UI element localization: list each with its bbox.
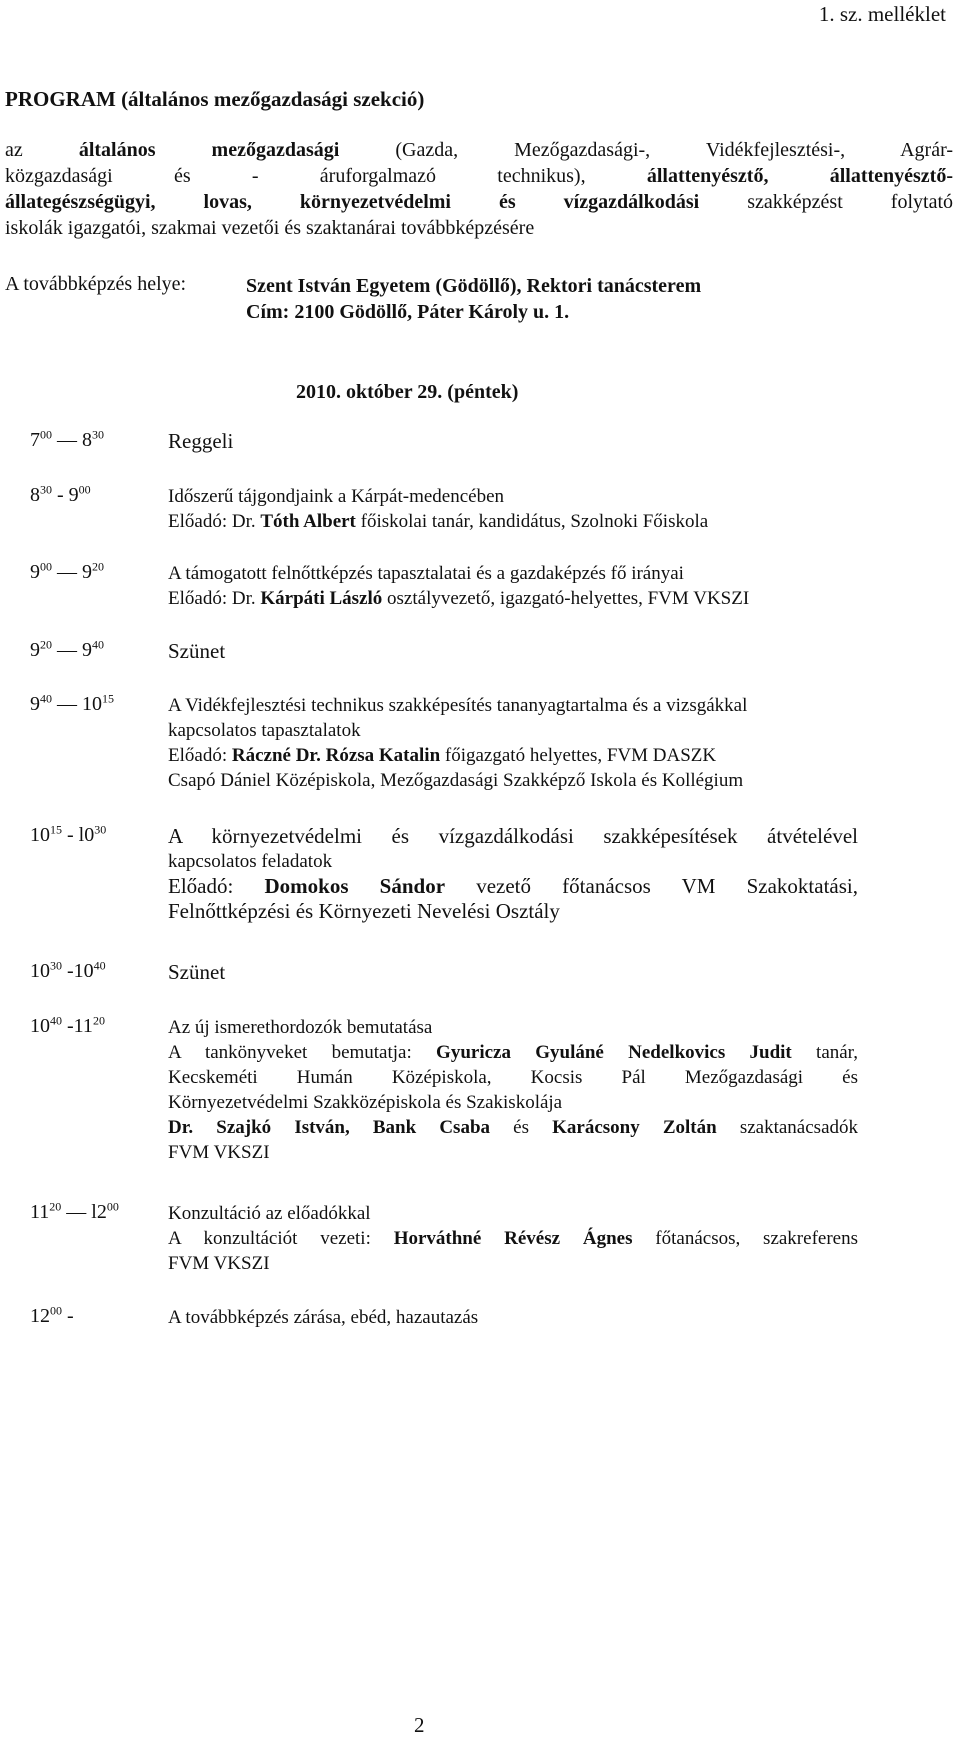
intro-bold: állattenyésztő, állattenyésztő- — [646, 165, 953, 187]
item-speaker: Előadó: Dr. Tóth Albert főiskolai tanár, kandidátus, Szolnoki Főiskola — [168, 511, 709, 532]
time-slot: $8^{30} - 9^{00}$ — [30, 482, 91, 506]
schedule-item — [168, 639, 858, 664]
schedule-item — [168, 484, 858, 534]
venue-info — [246, 273, 701, 325]
time-slot: $12^{00}$ - — [30, 1303, 74, 1327]
item-speaker: Dr. Szajkó István, Bank Csaba és Karácsony Zoltán szaktanácsadók — [168, 1117, 859, 1138]
page-title: PROGRAM (általános mezőgazdasági szekció) — [5, 87, 425, 111]
item-institution: FVM VKSZI — [168, 1253, 270, 1274]
item-title: Szünet — [168, 960, 226, 984]
item-title: A támogatott felnőttképzés tapasztalatai és a gazdaképzés fő irányai — [168, 563, 684, 584]
time-slot: $9^{00}$ — $9^{20}$ — [30, 559, 104, 583]
intro-text: iskolák igazgatói, szakmai vezetői és szaktanárai továbbképzésére — [5, 217, 535, 239]
time-slot: $7^{00}$ — $8^{30}$ — [30, 427, 104, 451]
schedule-item — [168, 1201, 858, 1276]
item-institution: Kecskeméti Humán Középiskola, Kocsis Pál Mezőgazdasági és — [168, 1067, 858, 1088]
item-institution: Csapó Dániel Középiskola, Mezőgazdasági Szakképző Iskola és Kollégium — [168, 770, 744, 791]
item-speaker: Előadó: Dr. Kárpáti László osztályvezető, igazgató-helyettes, FVM VKSZI — [168, 588, 750, 609]
venue-label: A továbbképzés helye: — [5, 273, 187, 295]
item-speaker: A konzultációt vezeti: Horváthné Révész Ágnes főtanácsos, szakreferens — [168, 1228, 858, 1249]
item-institution: Környezetvédelmi Szakközépiskola és Szakiskolája — [168, 1092, 563, 1113]
item-institution: FVM VKSZI — [168, 1142, 270, 1163]
page-number: 2 — [414, 1713, 425, 1737]
item-speaker: Előadó: Ráczné Dr. Rózsa Katalin főigazgató helyettes, FVM DASZK — [168, 745, 717, 766]
time-slot: $9^{20}$ — $9^{40}$ — [30, 637, 104, 661]
intro-text: (Gazda, Mezőgazdasági-, Vidékfejlesztési-, Agrár- — [339, 139, 953, 161]
intro-bold: állategészségügyi, lovas, környezetvédelmi és vízgazdálkodási — [5, 191, 700, 213]
event-date: 2010. október 29. (péntek) — [296, 381, 519, 403]
item-title: kapcsolatos tapasztalatok — [168, 720, 361, 741]
intro-text: az — [5, 139, 79, 161]
item-institution: Felnőttképzési és Környezeti Nevelési Osztály — [168, 899, 560, 923]
intro-text: szakképzést folytató — [699, 191, 954, 213]
schedule-item — [168, 693, 858, 793]
schedule-item — [168, 429, 858, 454]
intro-bold: általános mezőgazdasági — [78, 139, 340, 161]
item-title: A környezetvédelmi és vízgazdálkodási szakképesítések átvételével — [168, 824, 858, 848]
time-slot: $10^{40}$ $-11^{20}$ — [30, 1013, 105, 1037]
venue-address: Cím: 2100 Gödöllő, Páter Károly u. 1. — [246, 301, 570, 323]
schedule-item — [168, 1305, 858, 1330]
annex-label: 1. sz. melléklet — [818, 2, 946, 26]
venue-name: Szent István Egyetem (Gödöllő), Rektori tanácsterem — [246, 275, 702, 297]
item-title: Reggeli — [168, 429, 234, 453]
item-title: Időszerű tájgondjaink a Kárpát-medencében — [168, 486, 505, 507]
intro-text: közgazdasági és - áruforgalmazó technikus), — [5, 165, 647, 187]
schedule-item — [168, 824, 858, 924]
item-title: Az új ismerethordozók bemutatása — [168, 1017, 433, 1038]
schedule-item — [168, 1015, 858, 1165]
time-slot: $10^{15} - l0^{30}$ — [30, 822, 107, 846]
schedule-item — [168, 561, 858, 611]
item-title: Konzultáció az előadókkal — [168, 1203, 371, 1224]
item-speaker: Előadó: Domokos Sándor vezető főtanácsos VM Szakoktatási, — [168, 874, 859, 898]
time-slot: $11^{20}$ — $l2^{00}$ — [30, 1199, 119, 1223]
schedule-item — [168, 960, 858, 985]
item-title: Szünet — [168, 639, 226, 663]
item-title: kapcsolatos feladatok — [168, 851, 333, 872]
item-title: A továbbképzés zárása, ebéd, hazautazás — [168, 1307, 479, 1328]
time-slot: $9^{40}$ — $10^{15}$ — [30, 691, 114, 715]
item-speaker: A tankönyveket bemutatja: Gyuricza Gyuláné Nedelkovics Judit tanár, — [168, 1042, 858, 1063]
item-title: A Vidékfejlesztési technikus szakképesítés tananyagtartalma és a vizsgákkal — [168, 695, 748, 716]
time-slot: $10^{30}$ $-10^{40}$ — [30, 958, 106, 982]
intro-paragraph — [5, 137, 953, 241]
